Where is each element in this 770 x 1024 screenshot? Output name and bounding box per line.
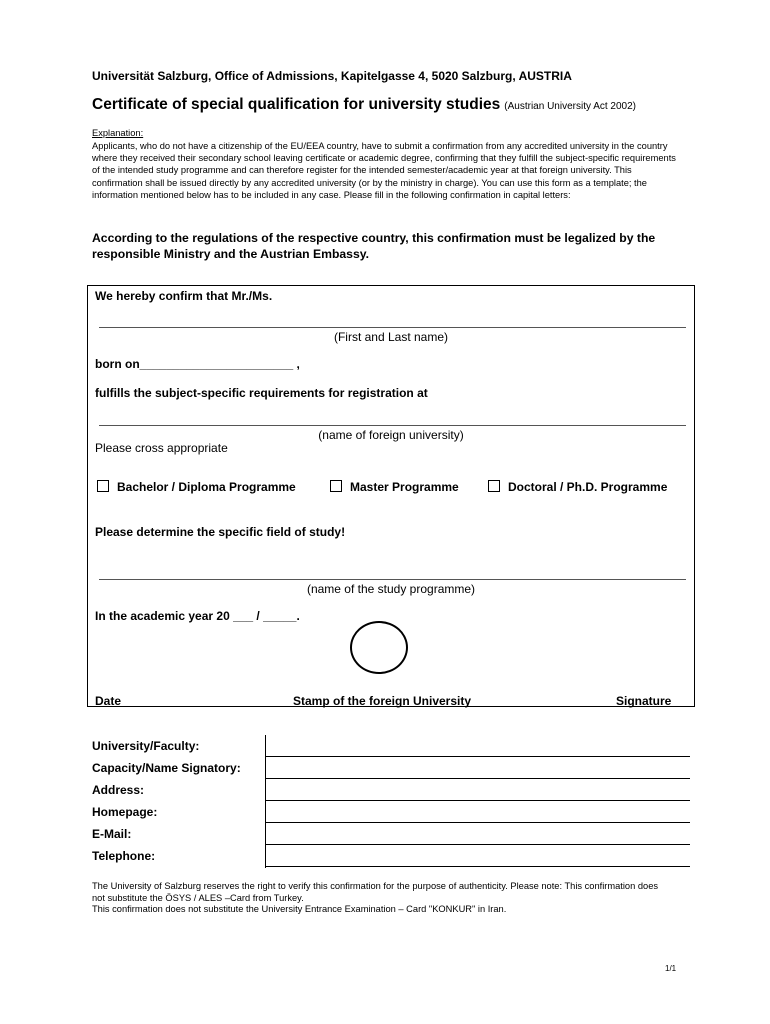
explanation-label: Explanation: xyxy=(92,128,144,138)
option-master[interactable] xyxy=(330,480,459,494)
programme-caption: (name of the study programme) xyxy=(306,582,476,596)
title-main: Certificate of special qualification for university studies xyxy=(92,96,501,113)
master-checkbox[interactable] xyxy=(330,480,342,492)
capacity-signatory-label: Capacity/Name Signatory: xyxy=(92,761,241,775)
name-caption: (First and Last name) xyxy=(333,330,449,344)
table-row[interactable] xyxy=(87,735,690,757)
page-number: 1/1 xyxy=(665,964,677,973)
programme-field-line[interactable] xyxy=(99,579,686,580)
document-title xyxy=(92,96,636,114)
title-subtitle: (Austrian University Act 2002) xyxy=(504,101,636,112)
university-faculty-label: University/Faculty: xyxy=(92,739,200,753)
institution-header: Universität Salzburg, Office of Admissions, Kapitelgasse 4, 5020 Salzburg, AUSTRIA xyxy=(92,69,572,83)
table-row[interactable] xyxy=(87,779,690,801)
field-of-study-label: Please determine the specific field of study! xyxy=(95,525,346,539)
stamp-circle xyxy=(350,621,408,674)
table-row[interactable] xyxy=(87,757,690,779)
option-doctoral[interactable] xyxy=(488,480,667,494)
bachelor-label: Bachelor / Diploma Programme xyxy=(117,480,296,494)
university-caption: (name of foreign university) xyxy=(318,428,464,442)
footer-line-1: The University of Salzburg reserves the right to verify this confirmation for the purpose of authenticity. Please note: This confirmation does not substitute the ÖSYS / ALES –Card from Turkey. xyxy=(92,881,659,903)
email-label: E-Mail: xyxy=(92,827,132,841)
university-field-line[interactable] xyxy=(99,425,686,426)
doctoral-checkbox[interactable] xyxy=(488,480,500,492)
footer-note xyxy=(92,881,672,916)
university-info-table xyxy=(87,735,690,868)
legalization-note: According to the regulations of the respective country, this confirmation must be legalized by the responsible Ministry and the Austrian Embassy. xyxy=(92,231,656,261)
born-on-field[interactable]: born on_______________________ , xyxy=(95,357,300,371)
table-row[interactable] xyxy=(87,801,690,823)
table-row[interactable] xyxy=(87,845,690,867)
confirm-label: We hereby confirm that Mr./Ms. xyxy=(95,289,273,303)
address-label: Address: xyxy=(92,783,145,797)
fulfills-label: fulfills the subject-specific requirements for registration at xyxy=(95,386,428,400)
homepage-label: Homepage: xyxy=(92,805,158,819)
date-label: Date xyxy=(95,694,122,708)
stamp-label: Stamp of the foreign University xyxy=(293,694,472,708)
doctoral-label: Doctoral / Ph.D. Programme xyxy=(508,480,668,494)
footer-line-2: This confirmation does not substitute the University Entrance Examination – Card "KONKUR" in Iran. xyxy=(92,904,507,914)
cross-appropriate-label: Please cross appropriate xyxy=(95,441,228,455)
telephone-label: Telephone: xyxy=(92,849,156,863)
name-field-line[interactable] xyxy=(99,327,686,328)
table-row[interactable] xyxy=(87,823,690,845)
bachelor-checkbox[interactable] xyxy=(97,480,109,492)
master-label: Master Programme xyxy=(350,480,459,494)
signature-label: Signature xyxy=(616,694,672,708)
academic-year-field[interactable]: In the academic year 20 ___ / _____. xyxy=(95,609,300,623)
explanation-text: Applicants, who do not have a citizenship of the EU/EEA country, have to submit a confirmation from any accredited university in the country where they received their secondary school leaving certificate or academic degree, confirming that they fulfill the subject-specific requirements of the intended study programme and can therefore register for the intended semester/academic year at that foreign university. This confirmation shall be issued directly by any accredited university (or by the ministry in charge). You can use this form as a template; the information mentioned below has to be included in any case. Please fill in the following confirmation in capital letters: xyxy=(92,141,676,200)
option-bachelor[interactable] xyxy=(97,480,296,494)
